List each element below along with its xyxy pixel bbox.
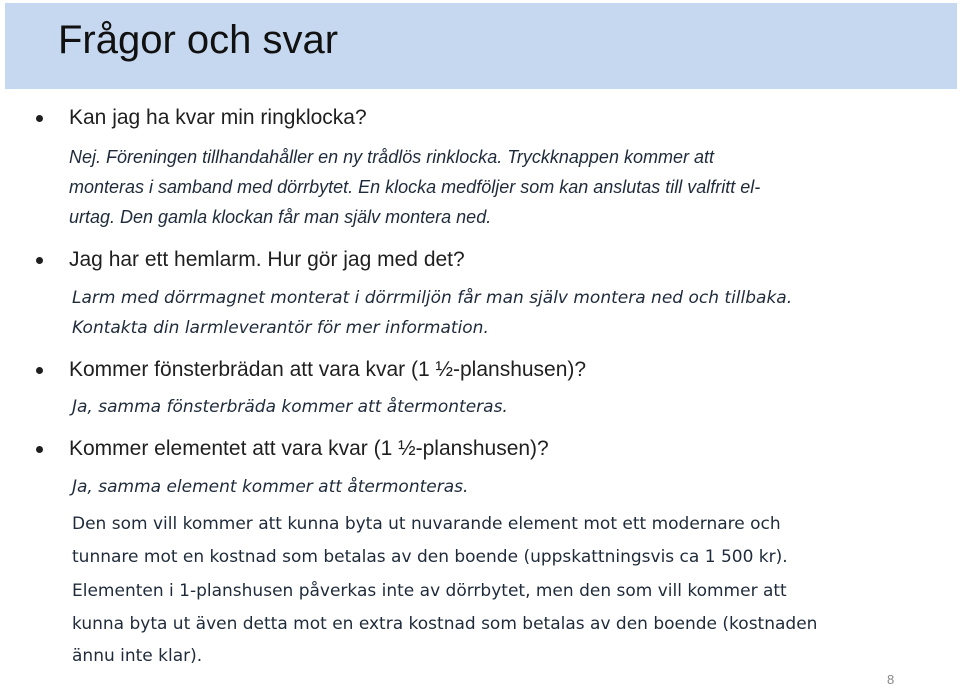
answer-line: ännu inte klar). <box>72 646 203 666</box>
bullet-icon <box>36 367 43 374</box>
slide-title: Frågor och svar <box>58 18 339 62</box>
page-number: 8 <box>887 672 895 687</box>
answer-line: monteras i samband med dörrbytet. En klocka medföljer som kan anslutas till valfritt el- <box>69 177 761 197</box>
answer-line: kunna byta ut även detta mot en extra kostnad som betalas av den boende (kostnaden <box>72 614 818 634</box>
bullet-icon <box>36 115 43 122</box>
question-text: Kommer fönsterbrädan att vara kvar (1 ½-planshusen)? <box>69 358 587 381</box>
answer-line: Ja, samma element kommer att återmonteras. <box>72 477 469 497</box>
answer-line: Ja, samma fönsterbräda kommer att återmonteras. <box>72 397 508 417</box>
answer-line: Kontakta din larmleverantör för mer information. <box>72 318 489 338</box>
question-text: Jag har ett hemlarm. Hur gör jag med det? <box>69 248 465 271</box>
bullet-icon <box>36 446 43 453</box>
answer-line: Larm med dörrmagnet monterat i dörrmiljön får man själv montera ned och tillbaka. <box>72 288 793 308</box>
answer-line: Den som vill kommer att kunna byta ut nuvarande element mot ett modernare och <box>72 514 781 534</box>
answer-line: tunnare mot en kostnad som betalas av den boende (uppskattningsvis ca 1 500 kr). <box>72 547 788 567</box>
question-text: Kan jag ha kvar min ringklocka? <box>69 106 367 129</box>
question-text: Kommer elementet att vara kvar (1 ½-planshusen)? <box>69 437 549 460</box>
answer-line: Nej. Föreningen tillhandahåller en ny trådlös rinklocka. Tryckknappen kommer att <box>69 147 714 167</box>
answer-line: urtag. Den gamla klockan får man själv montera ned. <box>69 207 492 227</box>
bullet-icon <box>36 257 43 264</box>
answer-line: Elementen i 1-planshusen påverkas inte av dörrbytet, men den som vill kommer att <box>72 581 787 601</box>
